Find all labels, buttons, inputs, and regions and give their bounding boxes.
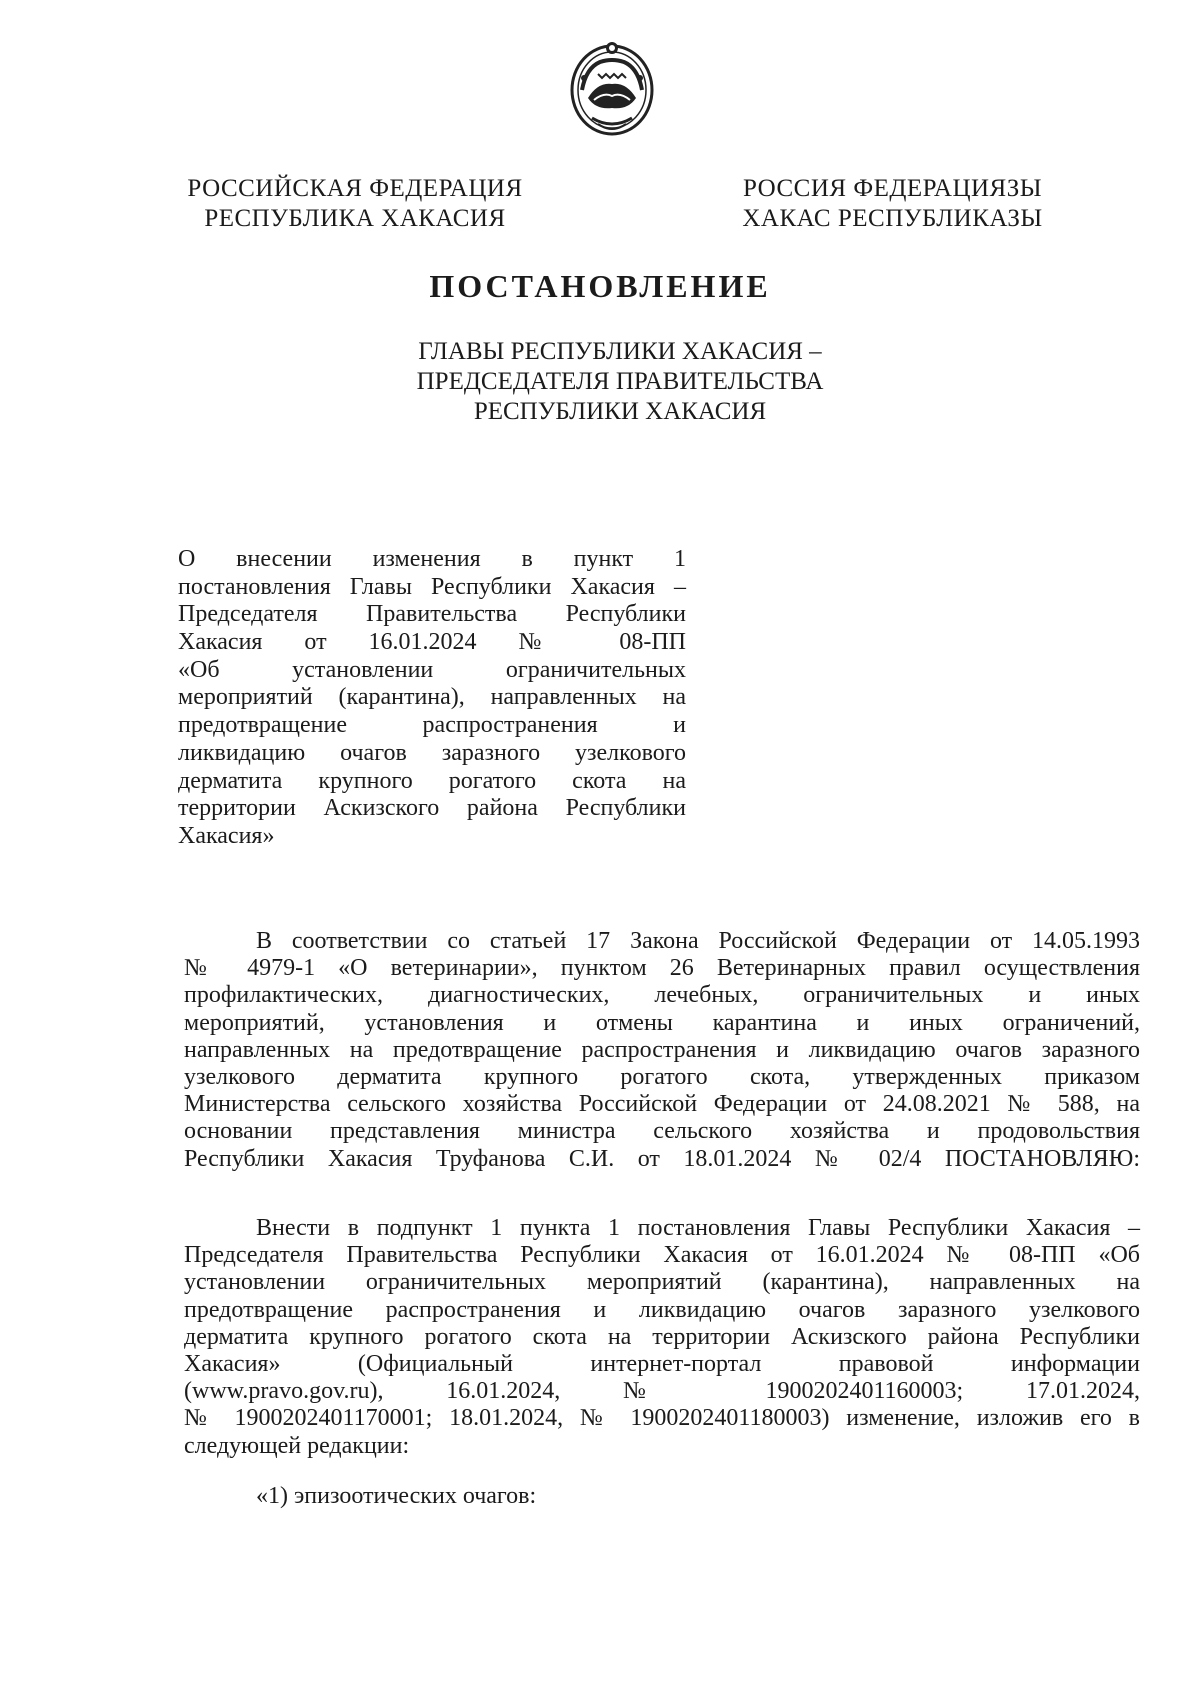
resolution-line: Хакасия» (Официальный интернет-портал правовой информации	[184, 1350, 1140, 1377]
preamble-line: № 4979-1 «О ветеринарии», пунктом 26 Ветеринарных правил осуществления	[184, 955, 1140, 982]
preamble-line: основании представления министра сельского хозяйства и продовольствия	[184, 1118, 1140, 1145]
issuer-line: ПРЕДСЕДАТЕЛЯ ПРАВИТЕЛЬСТВА	[416, 368, 824, 395]
subject-line: дерматита крупного рогатого скота на	[178, 767, 686, 794]
resolution-line: Внести в подпункт 1 пункта 1 постановления Главы Республики Хакасия –	[256, 1215, 1140, 1241]
resolution-line: следующей редакции:	[184, 1432, 410, 1459]
resolution-line: дерматита крупного рогатого скота на территории Аскизского района Республики	[184, 1323, 1140, 1350]
preamble-line: узелкового дерматита крупного рогатого скота, утвержденных приказом	[184, 1063, 1140, 1090]
resolution-line: предотвращение распространения и ликвидацию очагов заразного узелкового	[184, 1296, 1140, 1323]
subject-line: территории Аскизского района Республики	[178, 795, 686, 822]
header-left-line-2: РЕСПУБЛИКА ХАКАСИЯ	[204, 205, 506, 232]
header-left-line-1: РОССИЙСКАЯ ФЕДЕРАЦИЯ	[187, 175, 523, 202]
subject-line: О внесении изменения в пункт 1	[178, 546, 686, 572]
subject-line: «Об установлении ограничительных	[178, 656, 686, 683]
preamble-line: Республики Хакасия Труфанова С.И. от 18.01.2024 № 02/4 ПОСТАНОВЛЯЮ:	[184, 1145, 1140, 1172]
resolution-line: Председателя Правительства Республики Хакасия от 16.01.2024 № 08-ПП «Об	[184, 1242, 1140, 1269]
subject-line: мероприятий (карантина), направленных на	[178, 684, 686, 711]
subject-line: Председателя Правительства Республики	[178, 601, 686, 628]
issuer-line: ГЛАВЫ РЕСПУБЛИКИ ХАКАСИЯ –	[418, 338, 822, 365]
issuer-block	[380, 337, 860, 427]
preamble-line: профилактических, диагностических, лечебных, ограничительных и иных	[184, 982, 1140, 1009]
item-paragraph	[184, 1483, 1140, 1510]
subject-line: Хакасия»	[178, 822, 275, 849]
issuer-line: РЕСПУБЛИКИ ХАКАСИЯ	[473, 398, 767, 425]
item-line: «1) эпизоотических очагов:	[256, 1483, 537, 1509]
preamble-line: В соответствии со статьей 17 Закона Российской Федерации от 14.05.1993	[256, 928, 1140, 954]
header-right-line-1: РОССИЯ ФЕДЕРАЦИЯЗЫ	[742, 175, 1043, 202]
resolution-line: (www.pravo.gov.ru), 16.01.2024, № 1900202401160003; 17.01.2024,	[184, 1378, 1140, 1405]
document-subject	[178, 546, 686, 851]
subject-line: ликвидацию очагов заразного узелкового	[178, 739, 686, 766]
coat-of-arms-emblem	[568, 38, 656, 138]
subject-line: постановления Главы Республики Хакасия –	[178, 573, 686, 600]
preamble-line: Министерства сельского хозяйства Российской Федерации от 24.08.2021 № 588, на	[184, 1091, 1140, 1118]
subject-line: Хакасия от 16.01.2024 № 08-ПП	[178, 629, 686, 656]
header-right-block	[720, 174, 1065, 234]
header-right-line-2: ХАКАС РЕСПУБЛИКАЗЫ	[742, 205, 1043, 232]
preamble-line: мероприятий, установления и отмены карантина и иных ограничений,	[184, 1009, 1140, 1036]
preamble-paragraph	[184, 928, 1140, 1173]
resolution-line: установлении ограничительных мероприятий (карантина), направленных на	[184, 1269, 1140, 1296]
resolution-paragraph	[184, 1215, 1140, 1460]
resolution-line: № 1900202401170001; 18.01.2024, № 1900202401180003) изменение, изложив его в	[184, 1405, 1140, 1432]
subject-line: предотвращение распространения и	[178, 712, 686, 739]
header-left-block	[185, 174, 525, 234]
preamble-line: направленных на предотвращение распространения и ликвидацию очагов заразного	[184, 1036, 1140, 1063]
document-type-title: ПОСТАНОВЛЕНИЕ	[429, 268, 771, 304]
